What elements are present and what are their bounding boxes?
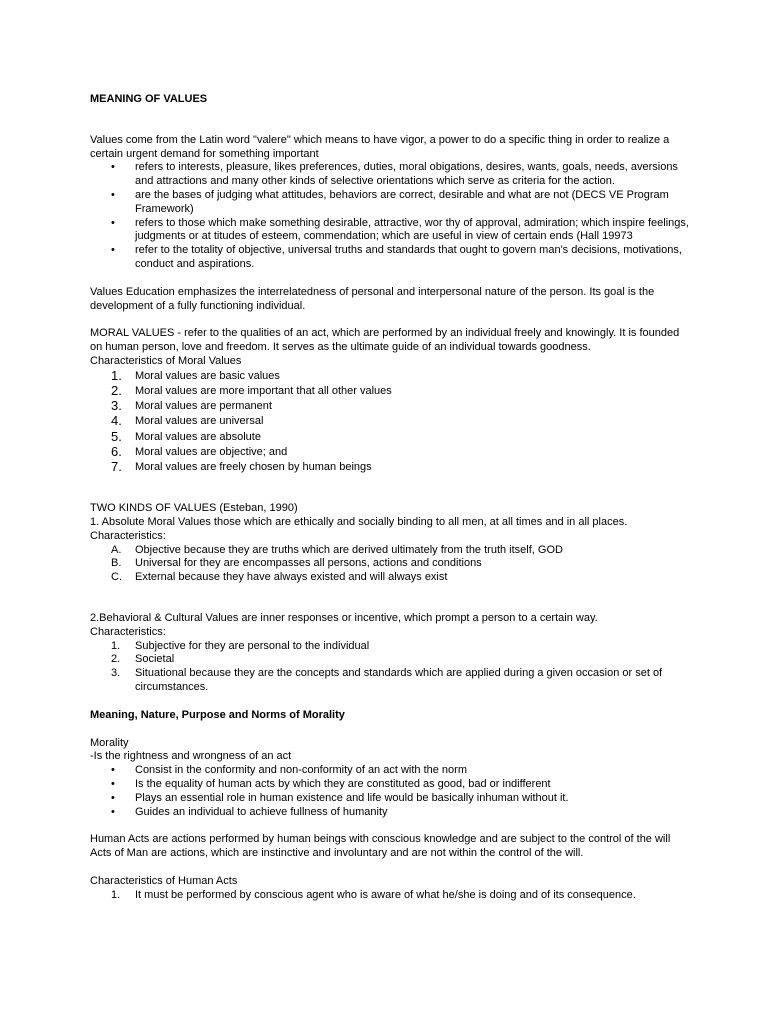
list-item-text: Moral values are permanent [135, 400, 272, 413]
list-item-text: refer to the totality of objective, universal truths and standards that ought to govern man's decisions, motivations, conduct and aspirations. [135, 244, 682, 270]
list-item [90, 217, 690, 245]
list-item-text: Moral values are universal [135, 415, 264, 428]
list-marker: 2. [111, 382, 122, 398]
list-marker: 5. [111, 428, 122, 444]
morality-title: Morality [90, 736, 129, 749]
document-page [90, 93, 690, 903]
morality-definition: -Is the rightness and wrongness of an act [90, 750, 292, 763]
list-marker: 3. [111, 667, 121, 680]
list-item-text: It must be performed by conscious agent who is aware of what he/she is doing and of its consequence. [135, 888, 636, 901]
list-marker: 4. [111, 413, 122, 429]
list-item-text: Guides an individual to achieve fullness of humanity [135, 805, 388, 818]
list-item-text: refers to interests, pleasure, likes preferences, duties, moral obigations, desires, wants, goals, needs, aversions and attractions and many other kinds of selective orientations which serve as criteria for the action. [135, 161, 678, 188]
list-item [90, 161, 690, 189]
list-item [90, 571, 690, 585]
list-item [90, 399, 690, 414]
bullet-icon: • [111, 161, 115, 174]
morality-bullet-list [90, 764, 690, 819]
list-item-text: Subjective for they are personal to the individual [135, 639, 370, 652]
absolute-characteristics-list [90, 544, 690, 585]
list-item [90, 792, 690, 806]
list-item [90, 640, 690, 654]
absolute-characteristics-label: Characteristics: [90, 529, 166, 542]
list-item-text: refers to those which make something desirable, attractive, wor thy of approval, admiration; which inspire feelings, judgments or at titudes of esteem, commendation; which are useful in view of certain ends (Hall 19973 [135, 216, 689, 243]
list-marker: 7. [111, 458, 122, 474]
list-item [90, 667, 690, 695]
list-marker: 6. [111, 443, 122, 459]
list-item-text: Objective because they are truths which are derived ultimately from the truth itself, GOD [135, 543, 563, 556]
list-marker: C. [111, 571, 122, 584]
list-item-text: Consist in the conformity and non-conformity of an act with the norm [135, 764, 467, 777]
behavioral-characteristics-label: Characteristics: [90, 625, 166, 638]
behavioral-characteristics-list [90, 640, 690, 695]
list-item [90, 557, 690, 571]
list-item-text: Plays an essential role in human existence and life would be basically inhuman without it. [135, 791, 569, 804]
heading-meaning-of-values: MEANING OF VALUES [90, 93, 208, 105]
list-item-text: Is the equality of human acts by which they are constituted as good, bad or indifferent [135, 777, 551, 790]
bullet-icon: • [111, 188, 115, 201]
list-item [90, 778, 690, 792]
list-item-text: Moral values are more important that all other values [135, 384, 392, 397]
list-item [90, 653, 690, 667]
list-item [90, 764, 690, 778]
list-item [90, 189, 690, 217]
values-intro: Values come from the Latin word "valere" which means to have vigor, a power to do a specific thing in order to realize a certain urgent demand for something important [90, 133, 670, 160]
list-item [90, 384, 690, 399]
list-item-text: Universal for they are encompasses all persons, actions and conditions [135, 557, 482, 570]
list-item-text: Moral values are freely chosen by human beings [135, 460, 372, 473]
bullet-icon: • [111, 764, 115, 777]
absolute-moral-values-paragraph: 1. Absolute Moral Values those which are ethically and socially binding to all men, at all times and in all places. [90, 515, 628, 528]
list-item [90, 414, 690, 429]
bullet-icon: • [111, 216, 115, 229]
human-acts-paragraph: Human Acts are actions performed by human beings with conscious knowledge and are subject to the control of the will [90, 833, 671, 846]
list-marker: 2. [111, 653, 121, 666]
list-item [90, 806, 690, 820]
list-marker: B. [111, 557, 122, 570]
list-marker: 1. [111, 639, 121, 652]
list-marker: A. [111, 543, 122, 556]
bullet-icon: • [111, 777, 115, 790]
list-item-text: External because they have always existed and will always exist [135, 571, 448, 584]
list-marker: 3. [111, 398, 122, 414]
bullet-icon: • [111, 791, 115, 804]
human-acts-characteristics-list [90, 889, 690, 903]
list-item-text: Moral values are basic values [135, 369, 280, 382]
values-bullet-list [90, 161, 690, 271]
list-marker: 1. [111, 367, 122, 383]
list-item [90, 369, 690, 384]
list-marker: 1. [111, 888, 121, 901]
heading-morality: Meaning, Nature, Purpose and Norms of Morality [90, 708, 345, 721]
bullet-icon: • [111, 805, 115, 818]
list-item [90, 889, 690, 903]
behavioral-cultural-values-paragraph: 2.Behavioral & Cultural Values are inner responses or incentive, which prompt a person to a certain way. [90, 611, 598, 624]
list-item-text: are the bases of judging what attitudes, behaviors are correct, desirable and what are not (DECS VE Program Framework) [135, 188, 669, 215]
acts-of-man-paragraph: Acts of Man are actions, which are instinctive and involuntary and are not within the control of the will. [90, 847, 584, 860]
list-item [90, 544, 690, 558]
human-acts-characteristics-title: Characteristics of Human Acts [90, 874, 238, 887]
list-item [90, 460, 690, 475]
two-kinds-of-values-title: TWO KINDS OF VALUES (Esteban, 1990) [90, 502, 298, 515]
moral-values-list [90, 369, 690, 475]
bullet-icon: • [111, 244, 115, 257]
list-item-text: Moral values are objective; and [135, 445, 288, 458]
moral-values-characteristics-label: Characteristics of Moral Values [90, 354, 242, 367]
list-item [90, 244, 690, 272]
moral-values-intro: MORAL VALUES - refer to the qualities of an act, which are performed by an individual freely and knowingly. It is founded on human person, love and freedom. It serves as the ultimate guide of an individual towards goodness. [90, 327, 680, 354]
list-item [90, 445, 690, 460]
list-item-text: Situational because they are the concepts and standards which are applied during a given occasion or set of circumstances. [135, 667, 663, 693]
values-education-paragraph: Values Education emphasizes the interrelatedness of personal and interpersonal nature of the person. Its goal is the development of a fully functioning individual. [90, 285, 655, 312]
list-item [90, 430, 690, 445]
list-item-text: Societal [135, 653, 175, 666]
list-item-text: Moral values are absolute [135, 430, 261, 443]
